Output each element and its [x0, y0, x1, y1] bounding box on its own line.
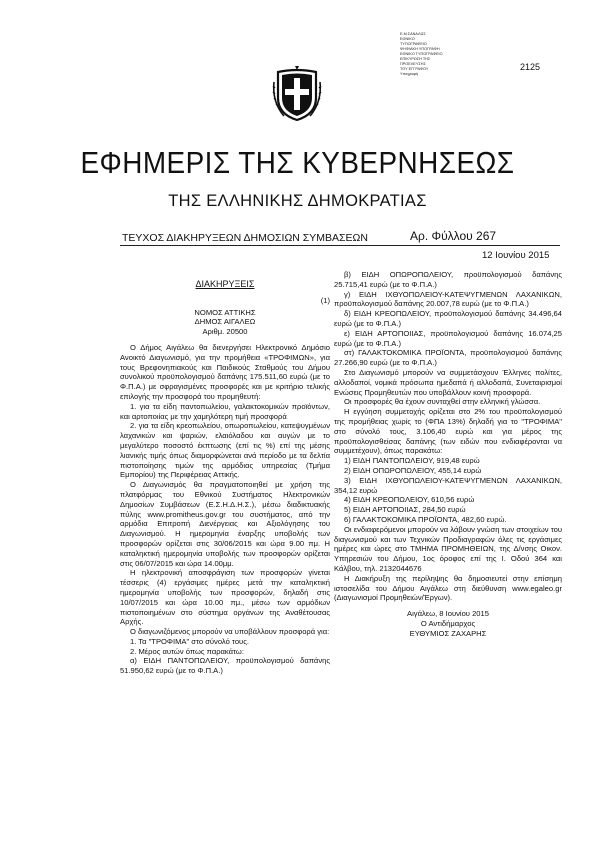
page-number: 2125: [520, 62, 541, 72]
paragraph: Ο διαγωνιζόμενος μπορούν να υποβάλλουν προσφορά για:: [130, 627, 330, 637]
stamp-line: ΕΘΝΙΚΟ: [400, 37, 415, 41]
section-heading: ΔΙΑΚΗΡΥΞΕΙΣ: [195, 279, 255, 289]
signoff-name: ΕΥΘΥΜΙΟΣ ΖΑΧΑΡΗΣ: [409, 628, 487, 638]
list-item: 1) ΕΙΔΗ ΠΑΝΤΟΠΩΛΕΙΟΥ, 919,48 ευρώ: [344, 456, 480, 466]
notice-number: (1): [320, 295, 330, 305]
paragraph: β) ΕΙΔΗ ΟΠΩΡΟΠΩΛΕΙΟΥ, προϋπολογισμού δαπάνης 25.715,41 ευρώ (με το Φ.Π.Α.): [334, 270, 562, 289]
paragraph: στ) ΓΑΛΑΚΤΟΚΟΜΙΚΑ ΠΡΟΪΟΝΤΑ, προϋπολογισμού δαπάνης 27.266,90 ευρώ (με το Φ.Π.Α.): [334, 348, 562, 368]
paragraph: 2. για τα είδη κρεοπωλείου, οπωροπωλείου, κατεψυγμένων λαχανικών και ψαριών, ελαιόλαδου και αυγών με το μεγαλύτερο ποσοστό έκπτωσης (επί τις %) επί της μέσης λιανικής τιμής όπως διαμορφώνεται ανά περίοδο με τα δελτία πιστοποίησης τιμών της αρμόδιας υπηρεσίας (Τμήμα Εμπορίου) της Περιφέρειας Αττικής.: [120, 421, 330, 480]
stamp-line: ΕΘΝΙΚΟ ΤΥΠΟΓΡΑΦΕΙΟ: [400, 52, 443, 56]
gazette-title: ΕΦΗΜΕΡΙΣ ΤΗΣ ΚΥΒΕΡΝΗΣΕΩΣ: [80, 145, 515, 180]
paragraph: 1. Τα "ΤΡΟΦΙΜΑ" στο σύνολό τους.: [130, 636, 249, 646]
gazette-subtitle: ΤΗΣ ΕΛΛΗΝΙΚΗΣ ΔΗΜΟΚΡΑΤΙΑΣ: [168, 192, 427, 210]
list-item: 4) ΕΙΔΗ ΚΡΕΟΠΩΛΕΙΟΥ, 610,56 ευρώ: [344, 495, 475, 505]
digital-signature-stamp: [400, 32, 490, 77]
paragraph: Στο Διαγωνισμό μπορούν να συμμετάσχουν Έλληνες πολίτες, αλλοδαποί, νομικά πρόσωπα ημεδαπά ή αλλοδαπά, Συνεταιρισμοί Ενώσεις Προμηθευτών που υποβάλλουν κοινή προσφορά.: [334, 367, 562, 397]
stamp-line: Υπογραφή: [400, 72, 419, 76]
paragraph: Η εγγύηση συμμετοχής ορίζεται στο 2% του προϋπολογισμού της προμήθειας χωρίς το (ΦΠΑ 13%) δηλαδή για το "ΤΡΟΦΙΜΑ" στο σύνολό τους, 3.106,40 ευρώ και για μέρος της προϋπολογισθείσας δαπάνης (των ειδών που ενδιαφέρονται να συμμετέχουν), όπως παρακάτω:: [334, 407, 562, 456]
header-rule: [120, 245, 560, 246]
issue-date: 12 Ιουνίου 2015: [482, 250, 550, 261]
list-item: 6) ΓΑΛΑΚΤΟΚΟΜΙΚΑ ΠΡΟΪΟΝΤΑ, 482,60 ευρώ.: [344, 514, 507, 524]
right-column: [334, 270, 562, 638]
list-item: 3) ΕΙΔΗ ΙΧΘΥΟΠΩΛΕΙΟΥ-ΚΑΤΕΨΥΓΜΕΝΩΝ ΛΑΧΑΝΙΚΩΝ, 354,12 ευρώ: [334, 475, 562, 495]
stamp-line: ΕΠΙΚΥΡΩΣΗ ΤΗΣ: [400, 57, 431, 61]
authority-line: ΔΗΜΟΣ ΑΙΓΑΛΕΩ: [194, 317, 256, 327]
paragraph: Ο Δήμος Αιγάλεω θα διενεργήσει Ηλεκτρονικό Δημόσιο Ανοικτό Διαγωνισμό, για την προμήθεια «ΤΡΟΦΙΜΩΝ», για τους Βρεφονηπιακούς και Παιδικούς Σταθμούς του Δήμου συνολικού προϋπολογισμού δαπάνης 175.511,60 ευρώ (με το Φ.Π.Α.) με σφραγισμένες προσφορές και με κριτήριο τελικής επιλογής την προσφορά του προμηθευτή:: [120, 342, 330, 401]
reference-number: Αριθμ. 20500: [202, 327, 248, 337]
paragraph: Η ηλεκτρονική αποσφράγιση των προσφορών γίνεται τέσσερις (4) εργάσιμες ημέρες μετά την καταληκτική ημερομηνία υποβολής των προσφορών, δηλαδή στις 10/07/2015 και ώρα 10.00 πμ., μέσω των αρμόδιων πιστοποιημένων στο σύστημα οργάνων της Αναθέτουσας Αρχής.: [120, 568, 330, 627]
signoff-date: Αιγάλεω, 8 Ιουνίου 2015: [407, 609, 489, 619]
paragraph: Ο Διαγωνισμός θα πραγματοποιηθεί με χρήση της πλατφόρμας του Εθνικού Συστήματος Ηλεκτρονικών Δημοσίων Συμβάσεων (Ε.Σ.Η.Δ.Η.Σ.), μέσω διαδικτυακής πύλης www.promitheus.gov.gr του συστήματος, από την αρμόδια Επιτροπή Διενέργειας και Αξιολόγησης του Διαγωνισμού. Η ημερομηνία έναρξης υποβολής των προσφορών ορίζεται στις 30/06/2015 και ώρα 9.00 πμ. Η καταληκτική ημερομηνία υποβολής των προσφορών ορίζεται στις 06/07/2015 και ώρα 14.00μμ.: [120, 480, 330, 568]
paragraph: γ) ΕΙΔΗ ΙΧΘΥΟΠΩΛΕΙΟΥ-ΚΑΤΕΨΥΓΜΕΝΩΝ ΛΑΧΑΝΙΚΩΝ, προϋπολογισμού δαπάνης 20.007,78 ευρώ (με το Φ.Π.Α.): [334, 289, 562, 309]
greek-coat-of-arms-icon: [272, 62, 322, 124]
left-column: [120, 280, 330, 676]
signoff-title: Ο Αντιδήμαρχος: [420, 618, 476, 628]
stamp-line: ΠΡΟΕΛΕΥΣΗΣ: [400, 62, 426, 66]
stamp-line: ΨΗΦΙΑΚΗ ΥΠΟΓΡΑΦΗ: [400, 47, 440, 51]
stamp-line: ΤΥΠΟΓΡΑΦΕΙΟ: [400, 42, 427, 46]
issue-number: Αρ. Φύλλου 267: [410, 229, 497, 243]
paragraph: δ) ΕΙΔΗ ΚΡΕΟΠΩΛΕΙΟΥ, προϋπολογισμού δαπάνης 34.496,64 ευρώ (με το Φ.Π.Α.): [334, 309, 562, 328]
stamp-line: Ε.Μ.ΣΑΝΑΛΩΣ: [400, 32, 426, 36]
paragraph: 2. Μέρος αυτών όπως παρακάτω:: [130, 646, 244, 656]
stamp-line: ΤΟΥ ΕΓΓΡΑΦΟΥ: [400, 67, 429, 71]
list-item: 2) ΕΙΔΗ ΟΠΩΡΟΠΩΛΕΙΟΥ, 455,14 ευρώ: [344, 465, 482, 475]
paragraph: Οι προσφορές θα έχουν συνταχθεί στην ελληνική γλώσσα.: [344, 397, 541, 407]
paragraph: Η Διακήρυξη της περίληψης θα δημοσιευτεί στην επίσημη ιστοσελίδα του Δήμου Αιγάλεω στη διεύθυνση www.egaleo.gr (Διαγωνισμοί Προμηθειών/Έργων).: [334, 573, 562, 603]
paragraph: Οι ενδιαφερόμενοι μπορούν να λάβουν γνώση των στοιχείων του διαγωνισμού και των Τεχνικών Προδιαγραφών όλες τις εργάσιμες ημέρες και ώρες στο ΤΜΗΜΑ ΠΡΟΜΗΘΕΙΩΝ, της Δ/νσης Οικον. Υπηρεσιών του Δήμου, 1ος όροφος επί της Ι. Οδού 364 και Κάλβου, τηλ. 2132044676: [334, 524, 562, 573]
paragraph: ε) ΕΙΔΗ ΑΡΤΟΠΟΙΙΑΣ, προϋπολογισμού δαπάνης 16.074,25 ευρώ (με το Φ.Π.Α.): [334, 328, 562, 348]
list-item: 5) ΕΙΔΗ ΑΡΤΟΠΟΙΙΑΣ, 284,50 ευρώ: [344, 505, 466, 515]
issue-series: ΤΕΥΧΟΣ ΔΙΑΚΗΡΥΞΕΩΝ ΔΗΜΟΣΙΩΝ ΣΥΜΒΑΣΕΩΝ: [122, 232, 368, 244]
authority-line: ΝΟΜΟΣ ΑΤΤΙΚΗΣ: [194, 307, 256, 317]
paragraph: 1. για τα είδη παντοπωλείου, γαλακτοκομικών προϊόντων, και αρτοποιίας με την χαμηλότερη τιμή προσφορά: [120, 401, 330, 421]
paragraph: α) ΕΙΔΗ ΠΑΝΤΟΠΩΛΕΙΟΥ, προϋπολογισμού δαπάνης 51.950,62 ευρώ (με το Φ.Π.Α.): [120, 656, 330, 676]
